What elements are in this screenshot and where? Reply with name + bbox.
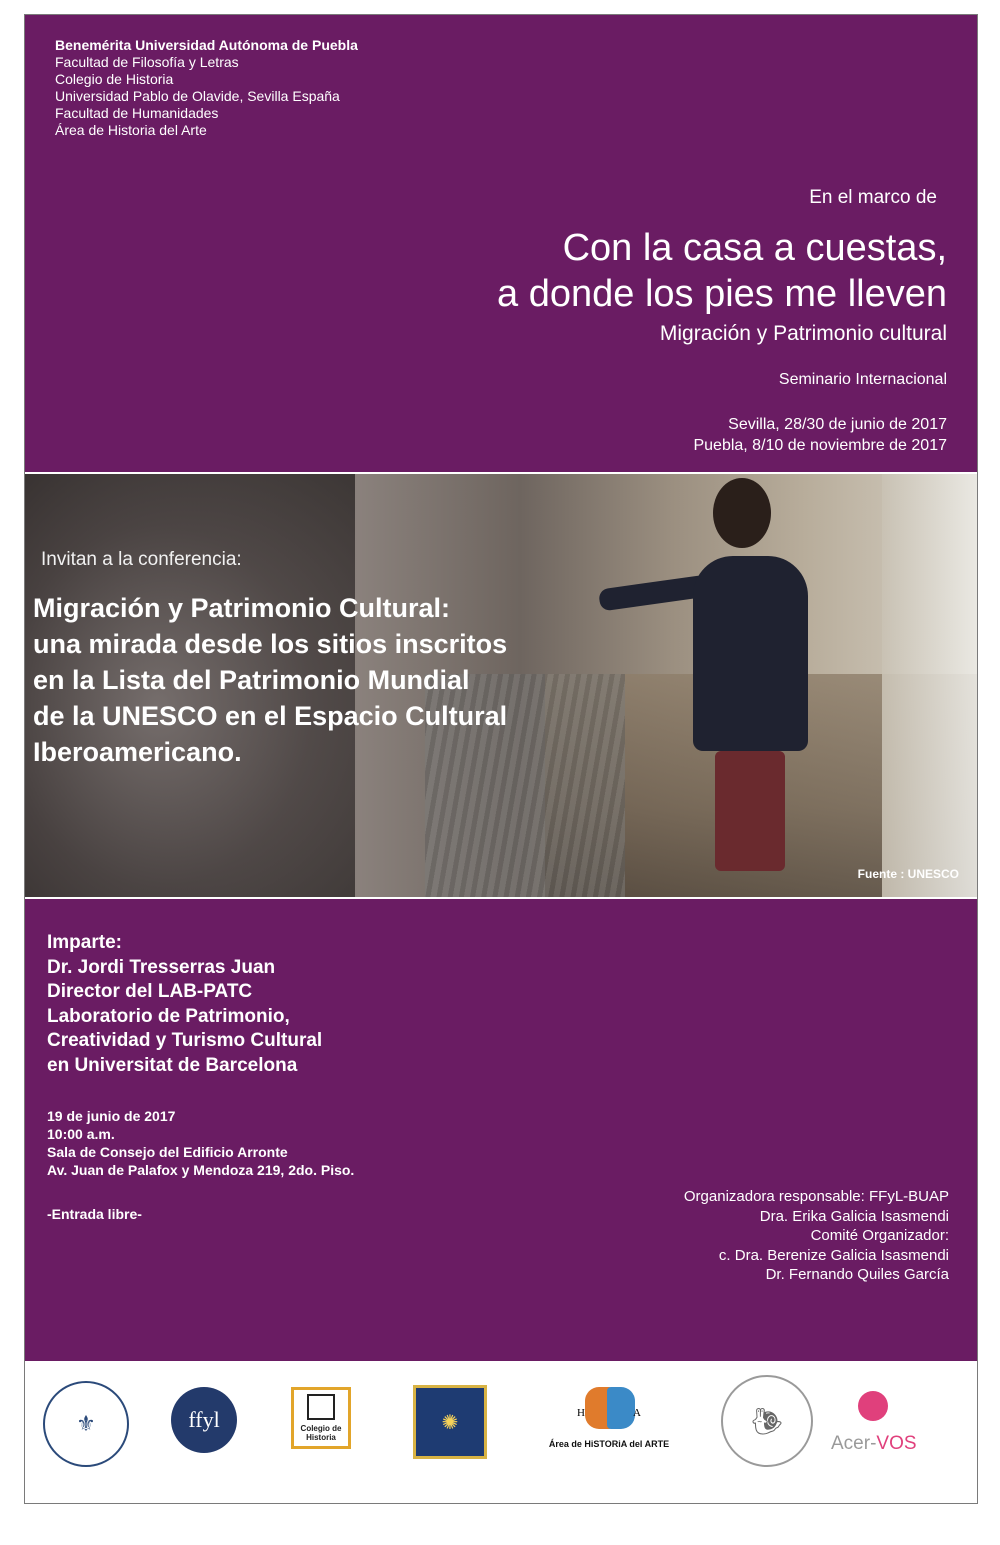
organizers-block (684, 1187, 949, 1285)
acer-vos-wordmark: Acer-VOS (831, 1433, 917, 1454)
event-date: 19 de junio de 2017 (47, 1108, 176, 1124)
conference-title-line: una mirada desde los sitios inscritos (33, 629, 508, 659)
building-icon (307, 1394, 335, 1420)
seminar-type: Seminario Internacional (778, 371, 947, 388)
snail-icon: 🐌︎ (750, 1405, 784, 1436)
institution-line: Benemérita Universidad Autónoma de Puebla (55, 37, 358, 53)
organizer-line: Dr. Fernando Quiles García (765, 1266, 949, 1283)
seminar-title (497, 225, 947, 317)
upo-logo (413, 1385, 487, 1459)
conference-title-line: Iberoamericano. (33, 737, 242, 767)
speaker-line: Director del LAB-PATC (47, 981, 253, 1002)
seminar-dates (693, 414, 947, 456)
conference-title-line: Migración y Patrimonio Cultural: (33, 593, 451, 623)
institution-line: Facultad de Filosofía y Letras (55, 54, 239, 70)
acer-vos-logo (831, 1379, 915, 1459)
date-line: Sevilla, 28/30 de junio de 2017 (728, 416, 947, 433)
conference-title-line: de la UNESCO en el Espacio Cultural (33, 701, 508, 731)
organizer-line: Comité Organizador: (810, 1227, 949, 1244)
conference-title (33, 590, 507, 770)
hero-photo (25, 474, 977, 897)
seminar-subtitle: Migración y Patrimonio cultural (659, 322, 947, 345)
event-details (47, 1107, 354, 1179)
logo-strip (25, 1361, 977, 1503)
seminar-title-line: Con la casa a cuestas, (562, 227, 947, 269)
historia-arte-logo (547, 1387, 671, 1455)
drop-icon (858, 1391, 888, 1421)
speaker-line: en Universitat de Barcelona (47, 1054, 298, 1076)
organizer-line: Organizadora responsable: FFyL-BUAP (683, 1188, 949, 1205)
colegio-logo-label: Colegio de Historia (300, 1424, 342, 1442)
faces-icon (577, 1387, 641, 1431)
institution-line: Colegio de Historia (55, 71, 174, 87)
photo-child-body (693, 556, 808, 751)
proyecto-caracol-logo (721, 1375, 813, 1467)
speaker-line: Laboratorio de Patrimonio, (47, 1005, 290, 1027)
institutions-list (55, 37, 358, 139)
buap-seal-logo (43, 1381, 129, 1467)
photo-child-head (713, 478, 771, 548)
institution-line: Área de Historia del Arte (55, 122, 207, 138)
hda-letter-h: H (577, 1407, 585, 1419)
hda-letter-a: A (633, 1407, 641, 1419)
speaker-line: Creatividad y Turismo Cultural (47, 1030, 323, 1051)
invitation-label: Invitan a la conferencia: (41, 549, 242, 570)
ffyl-logo: ffyl (171, 1387, 237, 1453)
speaker-block (47, 931, 322, 1078)
hda-logo-label: Área de HiSTORiA del ARTE (548, 1439, 670, 1449)
date-line: Puebla, 8/10 de noviembre de 2017 (693, 437, 947, 454)
poster-frame (24, 14, 978, 1504)
organizer-line: c. Dra. Berenize Galicia Isasmendi (718, 1246, 949, 1264)
institution-line: Facultad de Humanidades (55, 105, 219, 121)
photo-child-legs (715, 751, 785, 871)
institution-line: Universidad Pablo de Olavide, Sevilla España (55, 88, 340, 104)
colegio-historia-logo (291, 1387, 351, 1449)
event-venue: Sala de Consejo del Edificio Arronte (47, 1144, 288, 1160)
free-entry-note: -Entrada libre- (47, 1206, 142, 1222)
photo-credit: Fuente : UNESCO (857, 867, 959, 881)
speaker-line: Dr. Jordi Tresserras Juan (47, 956, 276, 978)
conference-title-line: en la Lista del Patrimonio Mundial (33, 665, 470, 695)
photo-tent (882, 474, 977, 897)
event-address: Av. Juan de Palafox y Mendoza 219, 2do. Piso. (47, 1162, 355, 1178)
sun-icon: ✺ (441, 1411, 459, 1434)
event-time: 10:00 a.m. (47, 1126, 115, 1142)
details-panel (25, 899, 977, 1361)
header-panel (25, 15, 977, 472)
seal-icon: ⚜ (76, 1411, 96, 1436)
marco-label: En el marco de (809, 187, 937, 208)
seminar-title-line: a donde los pies me lleven (497, 273, 947, 315)
organizer-line: Dra. Erika Galicia Isasmendi (759, 1207, 949, 1225)
speaker-line: Imparte: (47, 932, 122, 953)
